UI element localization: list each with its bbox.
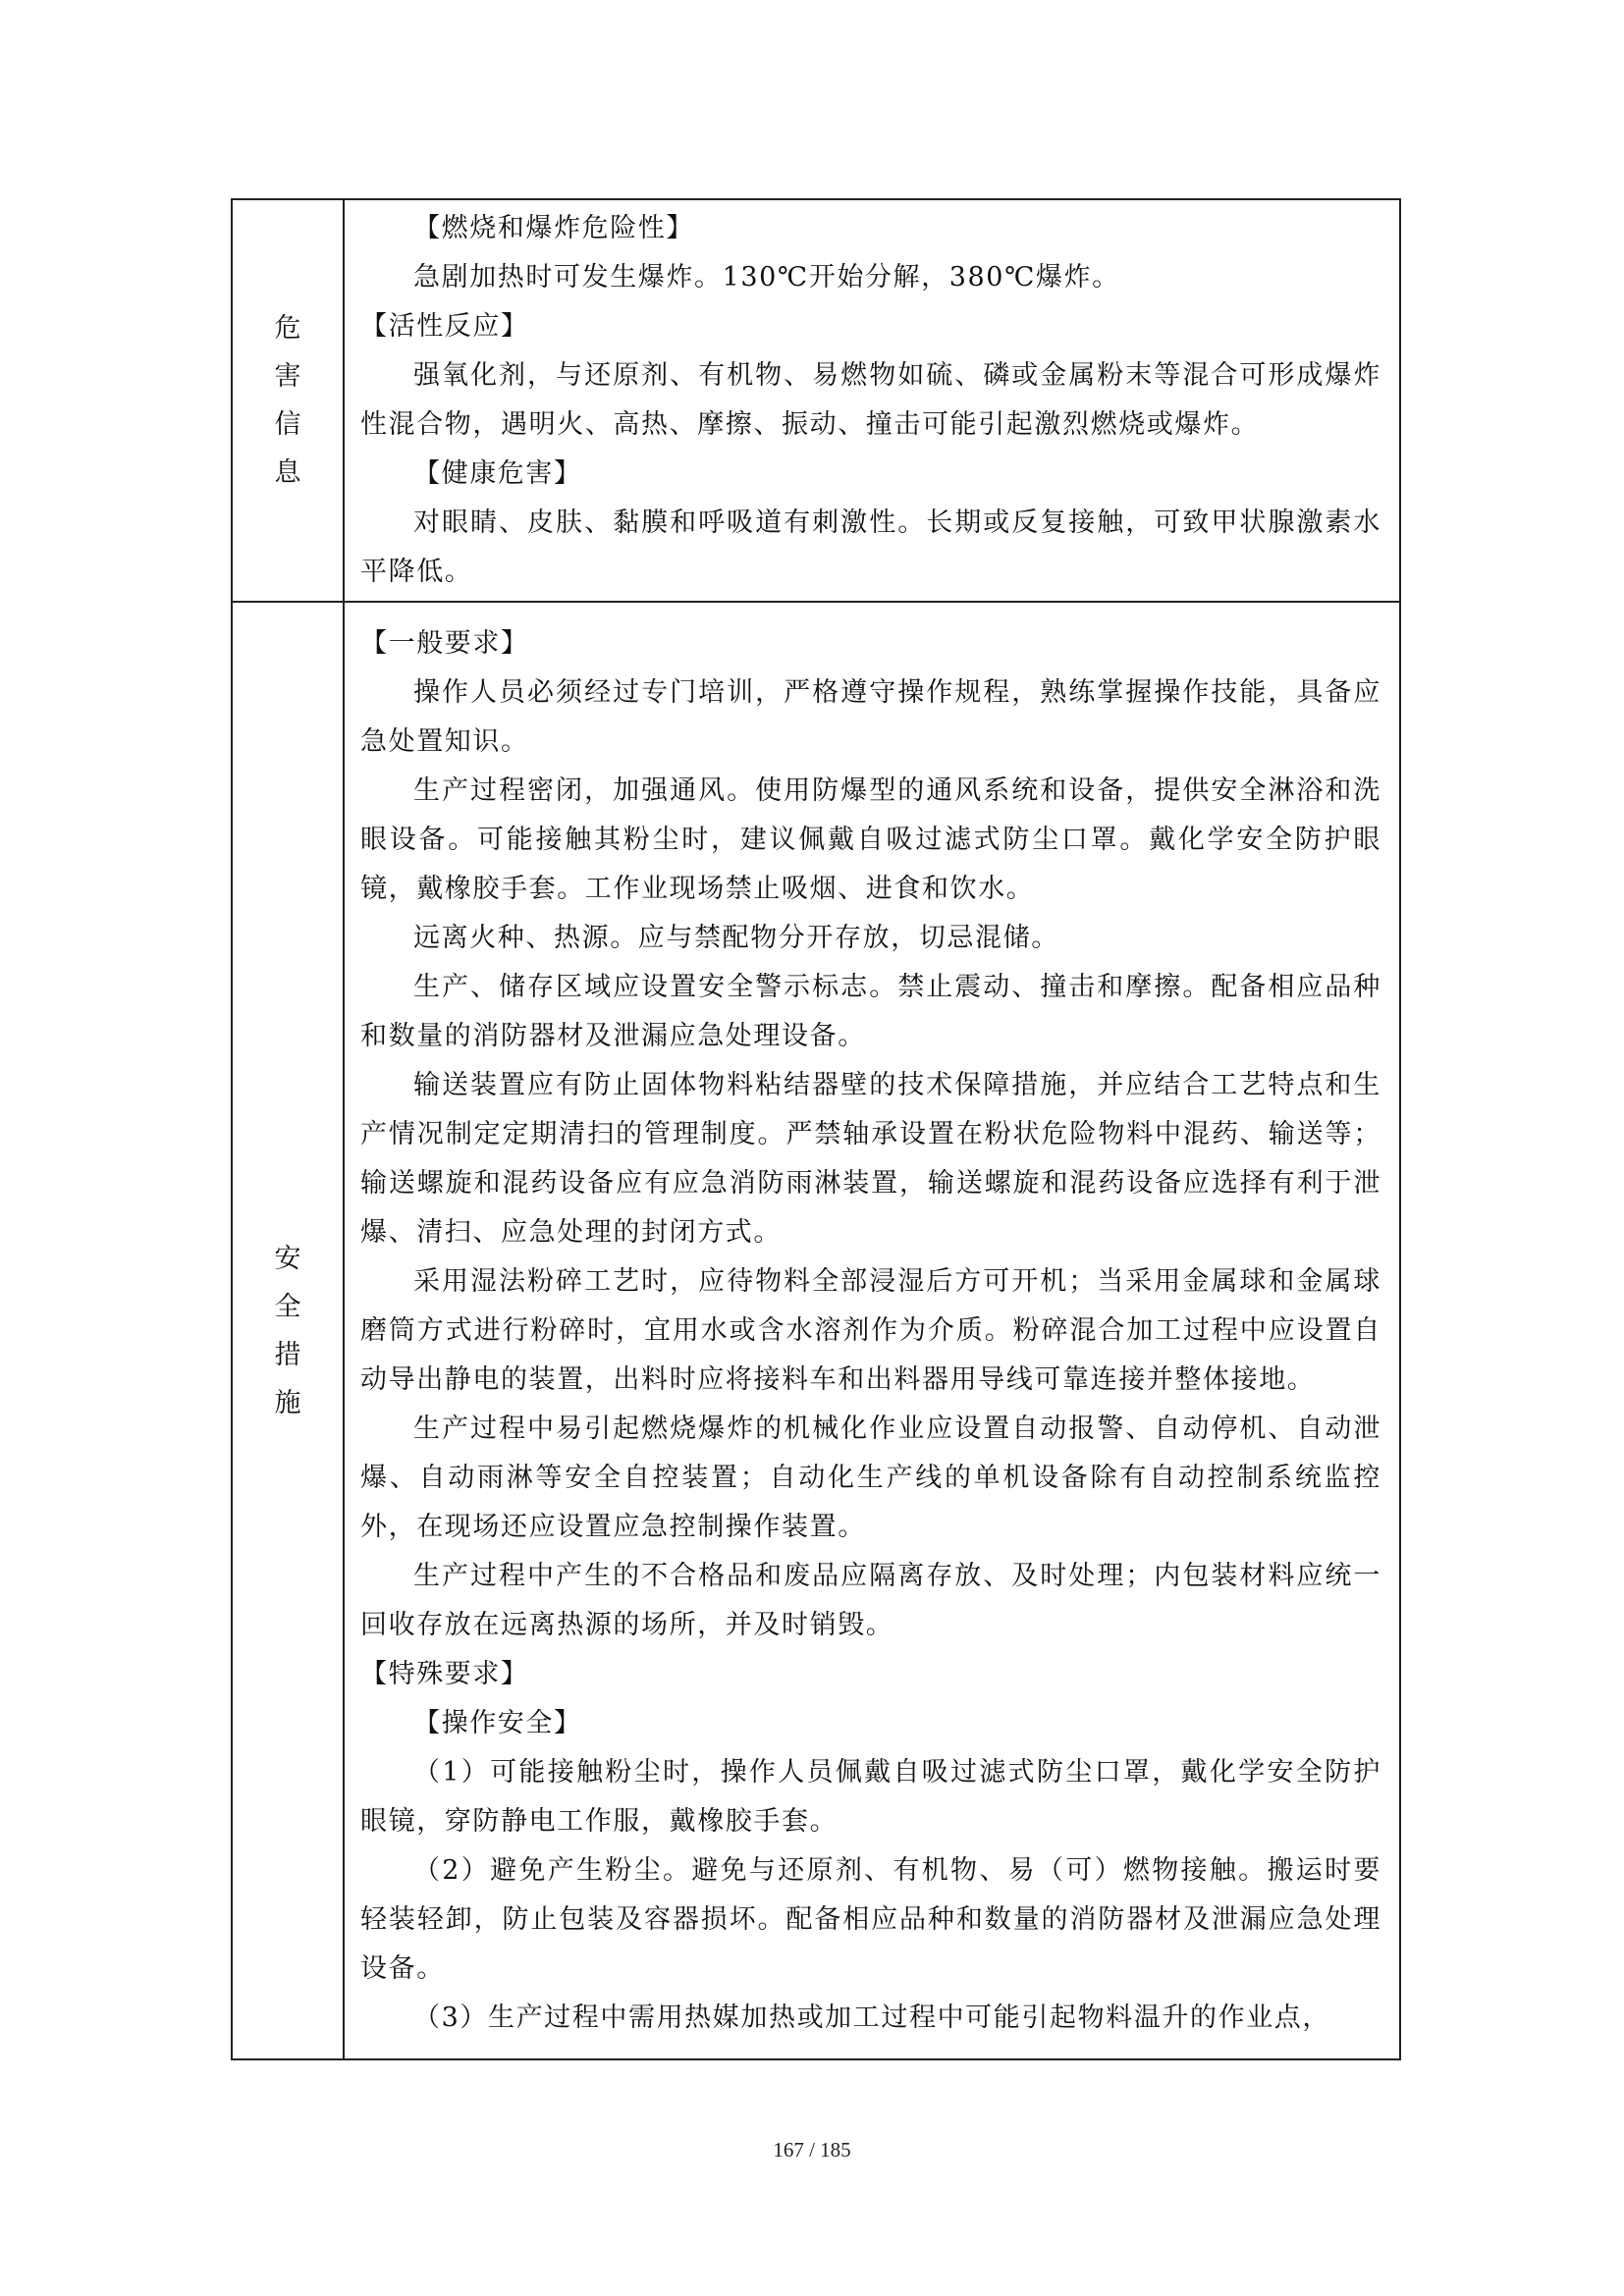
hazard-info-label (232, 199, 344, 602)
label-char: 息 (274, 457, 301, 488)
paragraph: 对眼睛、皮肤、黏膜和呼吸道有刺激性。长期或反复接触，可致甲状腺激素水平降低。 (360, 507, 1381, 587)
label-char: 措 (274, 1339, 301, 1370)
paragraph: 操作人员必须经过专门培训，严格遵守操作规程，熟练掌握操作技能，具备应急处置知识。 (360, 676, 1381, 757)
label-char: 害 (274, 361, 301, 392)
paragraph: 强氧化剂，与还原剂、有机物、易燃物如硫、磷或金属粉末等混合可形成爆炸性混合物，遇明火、高热、摩擦、振动、撞击可能引起激烈燃烧或爆炸。 (360, 360, 1381, 440)
label-char: 信 (274, 409, 301, 440)
paragraph: 【燃烧和爆炸危险性】 (413, 213, 694, 243)
paragraph: 生产过程中产生的不合格品和废品应隔离存放、及时处理；内包装材料应统一回收存放在远离热源的场所，并及时销毁。 (360, 1560, 1381, 1640)
paragraph: 【操作安全】 (413, 1707, 582, 1738)
chemical-safety-table (231, 198, 1401, 2060)
paragraph: （1）可能接触粉尘时，操作人员佩戴自吸过滤式防尘口罩，戴化学安全防护眼镜，穿防静电工作服，戴橡胶手套。 (360, 1756, 1381, 1837)
safety-measures-content (344, 602, 1400, 2059)
paragraph: 远离火种、热源。应与禁配物分开存放，切忌混储。 (413, 922, 1059, 953)
paragraph: （3）生产过程中需用热媒加热或加工过程中可能引起物料温升的作业点， (413, 2002, 1330, 2033)
paragraph: 采用湿法粉碎工艺时，应待物料全部浸湿后方可开机；当采用金属球和金属球磨筒方式进行粉碎时，宜用水或含水溶剂作为介质。粉碎混合加工过程中应设置自动导出静电的装置，出料时应将接料车和出料器用导线可靠连接并整体接地。 (360, 1265, 1381, 1395)
safety-measures-label (232, 602, 344, 2059)
paragraph: 急剧加热时可发生爆炸。130℃开始分解，380℃爆炸。 (413, 262, 1120, 293)
paragraph: 【一般要求】 (360, 627, 529, 659)
paragraph: 【特殊要求】 (360, 1658, 529, 1689)
paragraph: 生产过程中易引起燃烧爆炸的机械化作业应设置自动报警、自动停机、自动泄爆、自动雨淋等安全自控装置；自动化生产线的单机设备除有自动控制系统监控外，在现场还应设置应急控制操作装置。 (360, 1413, 1381, 1542)
safety-measures-row (232, 602, 1400, 2059)
paragraph: 生产过程密闭，加强通风。使用防爆型的通风系统和设备，提供安全淋浴和洗眼设备。可能接触其粉尘时，建议佩戴自吸过滤式防尘口罩。戴化学安全防护眼镜，戴橡胶手套。工作业现场禁止吸烟、进食和饮水。 (360, 774, 1381, 904)
label-char: 安 (274, 1243, 301, 1274)
hazard-info-content (344, 199, 1400, 602)
paragraph: 生产、储存区域应设置安全警示标志。禁止震动、撞击和摩擦。配备相应品种和数量的消防器材及泄漏应急处理设备。 (360, 971, 1381, 1051)
paragraph: （2）避免产生粉尘。避免与还原剂、有机物、易（可）燃物接触。搬运时要轻装轻卸，防止包装及容器损坏。配备相应品种和数量的消防器材及泄漏应急处理设备。 (360, 1854, 1381, 1984)
hazard-info-row (232, 199, 1400, 602)
paragraph: 输送装置应有防止固体物料粘结器壁的技术保障措施，并应结合工艺特点和生产情况制定定期清扫的管理制度。严禁轴承设置在粉状危险物料中混药、输送等；输送螺旋和混药设备应有应急消防雨淋装置，输送螺旋和混药设备应选择有利于泄爆、清扫、应急处理的封闭方式。 (360, 1069, 1381, 1248)
page-number: 167 / 185 (773, 2138, 851, 2162)
label-char: 全 (274, 1291, 301, 1322)
label-char: 危 (274, 313, 301, 344)
paragraph: 【活性反应】 (360, 311, 529, 342)
label-char: 施 (274, 1387, 301, 1418)
paragraph: 【健康危害】 (413, 458, 582, 489)
